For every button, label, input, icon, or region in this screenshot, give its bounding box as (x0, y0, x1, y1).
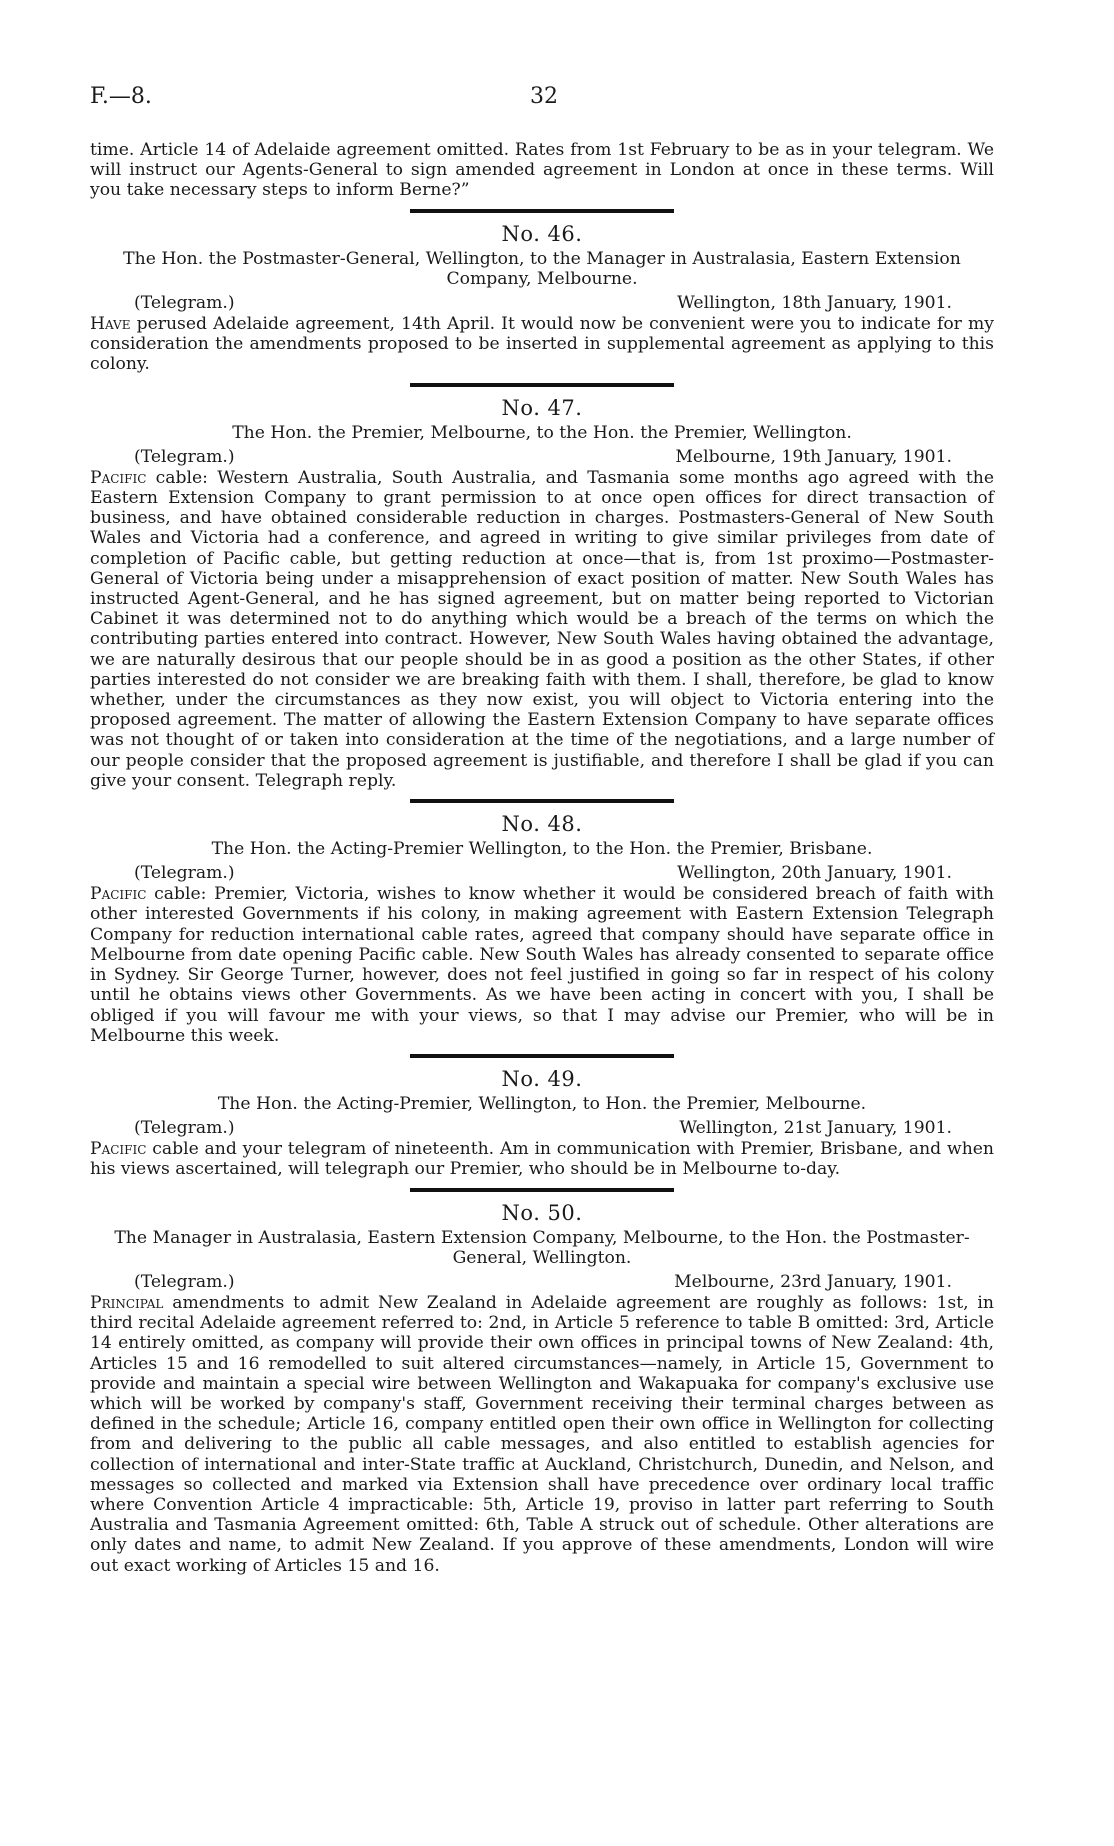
body-lead-word: Pacific (90, 884, 147, 905)
section-address: The Hon. the Acting-Premier Wellington, to the Hon. the Premier, Brisbane. (211, 839, 873, 860)
body-text: cable: Premier, Victoria, wishes to know whether it would be considered breach of faith with other interested Governments if his colony, in making agreement with Eastern Extension Telegraph Company for reduction international cable rates, agreed that company should have separate office in Melbourne from date opening Pacific cable. New South Wales has already consented to separate office in Sydney. Sir George Turner, however, does not feel justified in going so far in respect of his colony until he obtains views other Governments. As we have been acting in concert with you, I shall be obliged if you will favour me with your views, so that I may advise our Premier, who will be in Melbourne this week. (90, 884, 994, 1046)
section-address: The Manager in Australasia, Eastern Extension Company, Melbourne, to the Hon. the Postmaster-General, Wellington. (114, 1227, 970, 1268)
dateline: Melbourne, 19th January, 1901. (675, 446, 952, 467)
telegram-label: (Telegram.) (134, 1271, 235, 1292)
body-text: amendments to admit New Zealand in Adelaide agreement are roughly as follows: 1st, in third recital Adelaide agreement referred to: 2nd, in Article 5 reference to table B omitted: 3rd, Article 14 entirely omitted, as company will provide their own offices in principal towns of New Zealand: 4th, Articles 15 and 16 remodelled to suit altered circumstances—namely, in Article 15, Government to provide and maintain a special wire between Wellington and Wakapuaka for company's exclusive use which will be worked by company's staff, Government receiving their terminal charges between as defined in the schedule; Article 16, company entitled open their own office in Wellington for collecting from and delivering to the public all cable messages, and also entitled to establish agencies for collection of international and inter-State traffic at Auckland, Christchurch, Dunedin, and Nelson, and messages so collected and marked via Extension shall have precedence over ordinary local traffic where Convention Article 4 impracticable: 5th, Article 19, proviso in latter part referring to South Australia and Tasmania Agreement omitted: 6th, Table A struck out of schedule. Other alterations are only dates and name, to admit New Zealand. If you approve of these amendments, London will wire out exact working of Articles 15 and 16. (90, 1292, 994, 1576)
page-header (90, 84, 1024, 114)
intro-paragraph: time. Article 14 of Adelaide agreement omitted. Rates from 1st February to be as in your telegram. We will instruct our Agents-General to sign amended agreement in London at once in these terms. Will you take necessary steps to inform Berne?” (90, 140, 994, 201)
telegram-meta (90, 293, 994, 314)
body-text: cable: Western Australia, South Australia, and Tasmania some months ago agreed with the Eastern Extension Company to grant permission to at once open offices for direct transaction of business, and have obtained considerable reduction in charges. Postmasters-General of New South Wales and Victoria had a conference, and agreed in writing to give similar privileges from date of completion of Pacific cable, but getting reduction at once—that is, from 1st proximo—Postmaster-General of Victoria being under a misapprehension of exact position of matter. New South Wales has instructed Agent-General, and he has signed agreement, but on matter being reported to Victorian Cabinet it was determined not to do anything which would be a breach of the terms on which the contributing parties entered into contract. However, New South Wales having obtained the advantage, we are naturally desirous that our people should be in as good a position as the other States, if other parties interested do not consider we are breaking faith with them. I shall, therefore, be glad to know whether, under the circumstances as they now exist, you will object to Victoria entering into the proposed agreement. The matter of allowing the Eastern Extension Company to have separate offices was not thought of or taken into consideration at the time of the negotiations, and a large number of our people consider that the proposed agreement is justifiable, and therefore I shall be glad if you can give your consent. Telegraph reply. (90, 467, 994, 791)
telegram-label: (Telegram.) (134, 446, 235, 467)
section-body (90, 468, 994, 791)
section-divider (410, 1188, 674, 1192)
telegram-meta (90, 863, 994, 884)
section-body (90, 1293, 994, 1576)
body-text: cable and your telegram of nineteenth. Am in communication with Premier, Brisbane, and when his views ascertained, will telegraph our Premier, who should be in Melbourne to-day. (90, 1139, 994, 1180)
body-lead-word: Have (90, 314, 131, 335)
telegram-meta (90, 1118, 994, 1139)
dateline: Wellington, 20th January, 1901. (677, 863, 952, 884)
body-lead-word: Pacific (90, 467, 147, 488)
page-number: 32 (530, 84, 558, 109)
section-address: The Hon. the Acting-Premier, Wellington, to Hon. the Premier, Melbourne. (217, 1093, 867, 1114)
section-divider (410, 209, 674, 213)
section-divider (410, 799, 674, 803)
body-text: perused Adelaide agreement, 14th April. It would now be convenient were you to indicate for my consideration the amendments proposed to be inserted in supplemental agreement as applying to this colony. (90, 314, 994, 375)
document-body (90, 140, 994, 1576)
telegram-meta (90, 1272, 994, 1293)
section-number: No. 46. (501, 221, 583, 246)
section-number: No. 47. (501, 395, 583, 420)
telegram-label: (Telegram.) (134, 863, 235, 884)
section-number: No. 50. (501, 1200, 583, 1225)
section-address: The Hon. the Postmaster-General, Wellington, to the Manager in Australasia, Eastern Extension Company, Melbourne. (123, 248, 961, 289)
section-body (90, 884, 994, 1046)
telegram-label: (Telegram.) (134, 1118, 235, 1139)
telegram-label: (Telegram.) (134, 293, 235, 314)
body-lead-word: Pacific (90, 1139, 147, 1160)
section-body (90, 1139, 994, 1179)
section-number: No. 48. (501, 812, 583, 837)
section-body (90, 314, 994, 375)
body-lead-word: Principal (90, 1292, 164, 1313)
section-divider (410, 1054, 674, 1058)
dateline: Wellington, 21st January, 1901. (679, 1118, 952, 1139)
document-reference: F.—8. (90, 84, 152, 109)
telegram-meta (90, 447, 994, 468)
dateline: Wellington, 18th January, 1901. (677, 293, 952, 314)
dateline: Melbourne, 23rd January, 1901. (674, 1271, 952, 1292)
section-number: No. 49. (501, 1066, 583, 1091)
section-address: The Hon. the Premier, Melbourne, to the Hon. the Premier, Wellington. (232, 422, 852, 443)
section-divider (410, 383, 674, 387)
